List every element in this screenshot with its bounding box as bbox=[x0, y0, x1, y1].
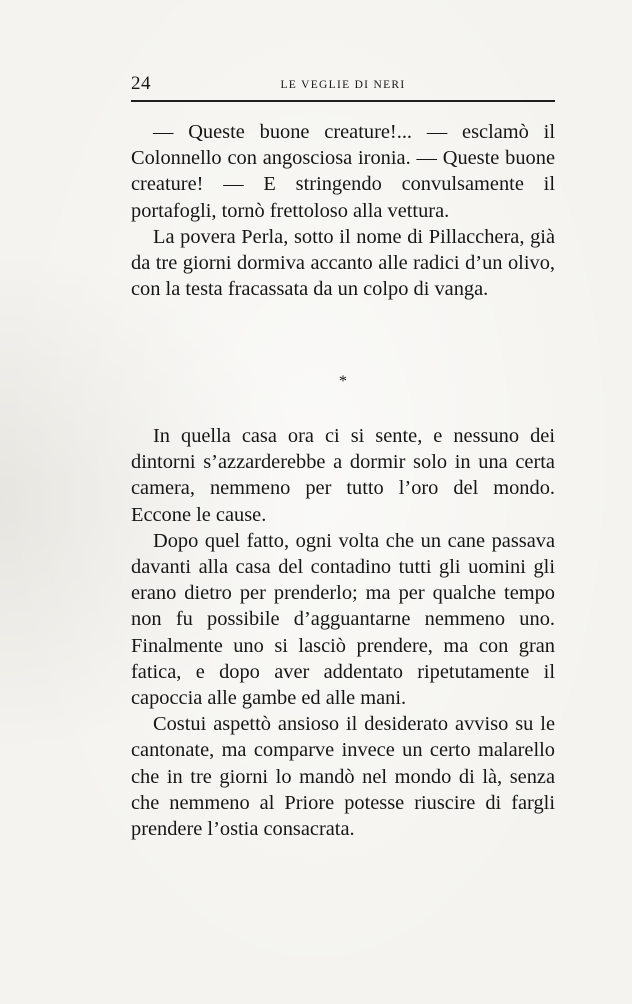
running-head bbox=[131, 72, 555, 96]
section-separator: * bbox=[339, 373, 347, 390]
paragraph: — Queste buone creature!... — esclamò il Colonnello con angosciosa ironia. — Queste buone creature! — E stringendo convulsamente il portafogli, tornò frettoloso alla vettura. bbox=[131, 121, 555, 222]
running-title: LE VEGLIE DI NERI bbox=[280, 79, 406, 91]
text-block-before-break bbox=[131, 119, 555, 302]
paragraph: Costui aspettò ansioso il desiderato avviso su le cantonate, ma comparve invece un certo malarello che in tre giorni lo mandò nel mondo di là, senza che nemmeno al Priore potesse riuscire di fargli prendere l’ostia consacrata. bbox=[131, 713, 555, 841]
paragraph: Dopo quel fatto, ogni volta che un cane passava davanti alla casa del contadino tutti gli uomini gli erano dietro per prenderlo; ma per qualche tempo non fu possibile d’agguantarne nemmeno uno. Finalmente uno si lasciò prendere, ma con gran fatica, e dopo aver addentato ripetutamente il capoccia alle gambe ed alle mani. bbox=[131, 529, 555, 710]
header-rule bbox=[131, 100, 555, 102]
text-block-after-break bbox=[131, 423, 555, 842]
paragraph: In quella casa ora ci si sente, e nessuno dei dintorni s’azzarderebbe a dormir solo in una certa camera, nemmeno per tutto l’oro del mondo. Eccone le cause. bbox=[131, 425, 555, 526]
paragraph: La povera Perla, sotto il nome di Pillacchera, già da tre giorni dormiva accanto alle radici d’un olivo, con la testa fracassata da un colpo di vanga. bbox=[131, 225, 555, 301]
page-number: 24 bbox=[131, 73, 151, 94]
